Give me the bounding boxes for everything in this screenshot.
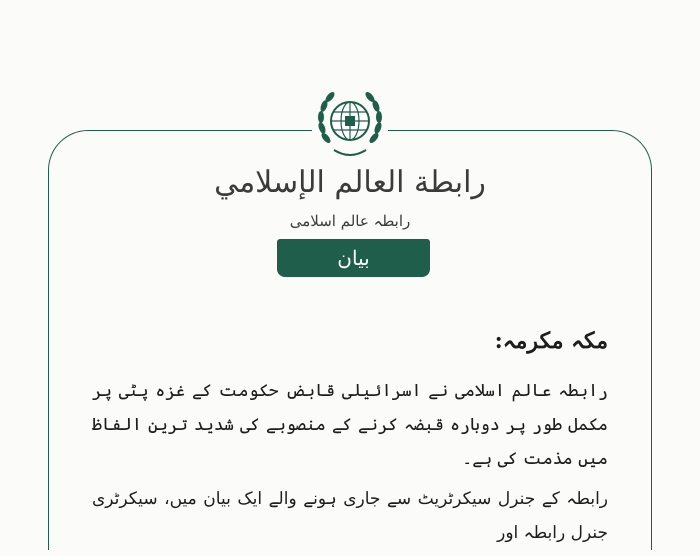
logo-arabic-wordmark: رابطة العالم الإسلامي [214,165,486,200]
statement-badge [277,239,430,277]
dateline: مکہ مکرمہ: [494,328,608,354]
logo-urdu-subtitle: رابطہ عالم اسلامی [289,212,411,230]
statement-body [92,328,608,556]
paragraph-2: رابطہ کے جنرل سیکرٹریٹ سے جاری ہونے والے ایک بیان میں، سیکرٹری جنرل رابطہ اور [92,489,608,543]
statement-badge-label: بیان [337,246,370,270]
globe-wreath-emblem-icon [312,86,388,162]
paragraph-1: رابطہ عالم اسلامی نے اسرائیلی قابض حکومت کے غزہ پٹی پر مکمل طور پر دوبارہ قبضہ کرنے کے منصوبے کی شدید ترین الفاظ میں مذمت کی ہے۔ [92,381,608,469]
